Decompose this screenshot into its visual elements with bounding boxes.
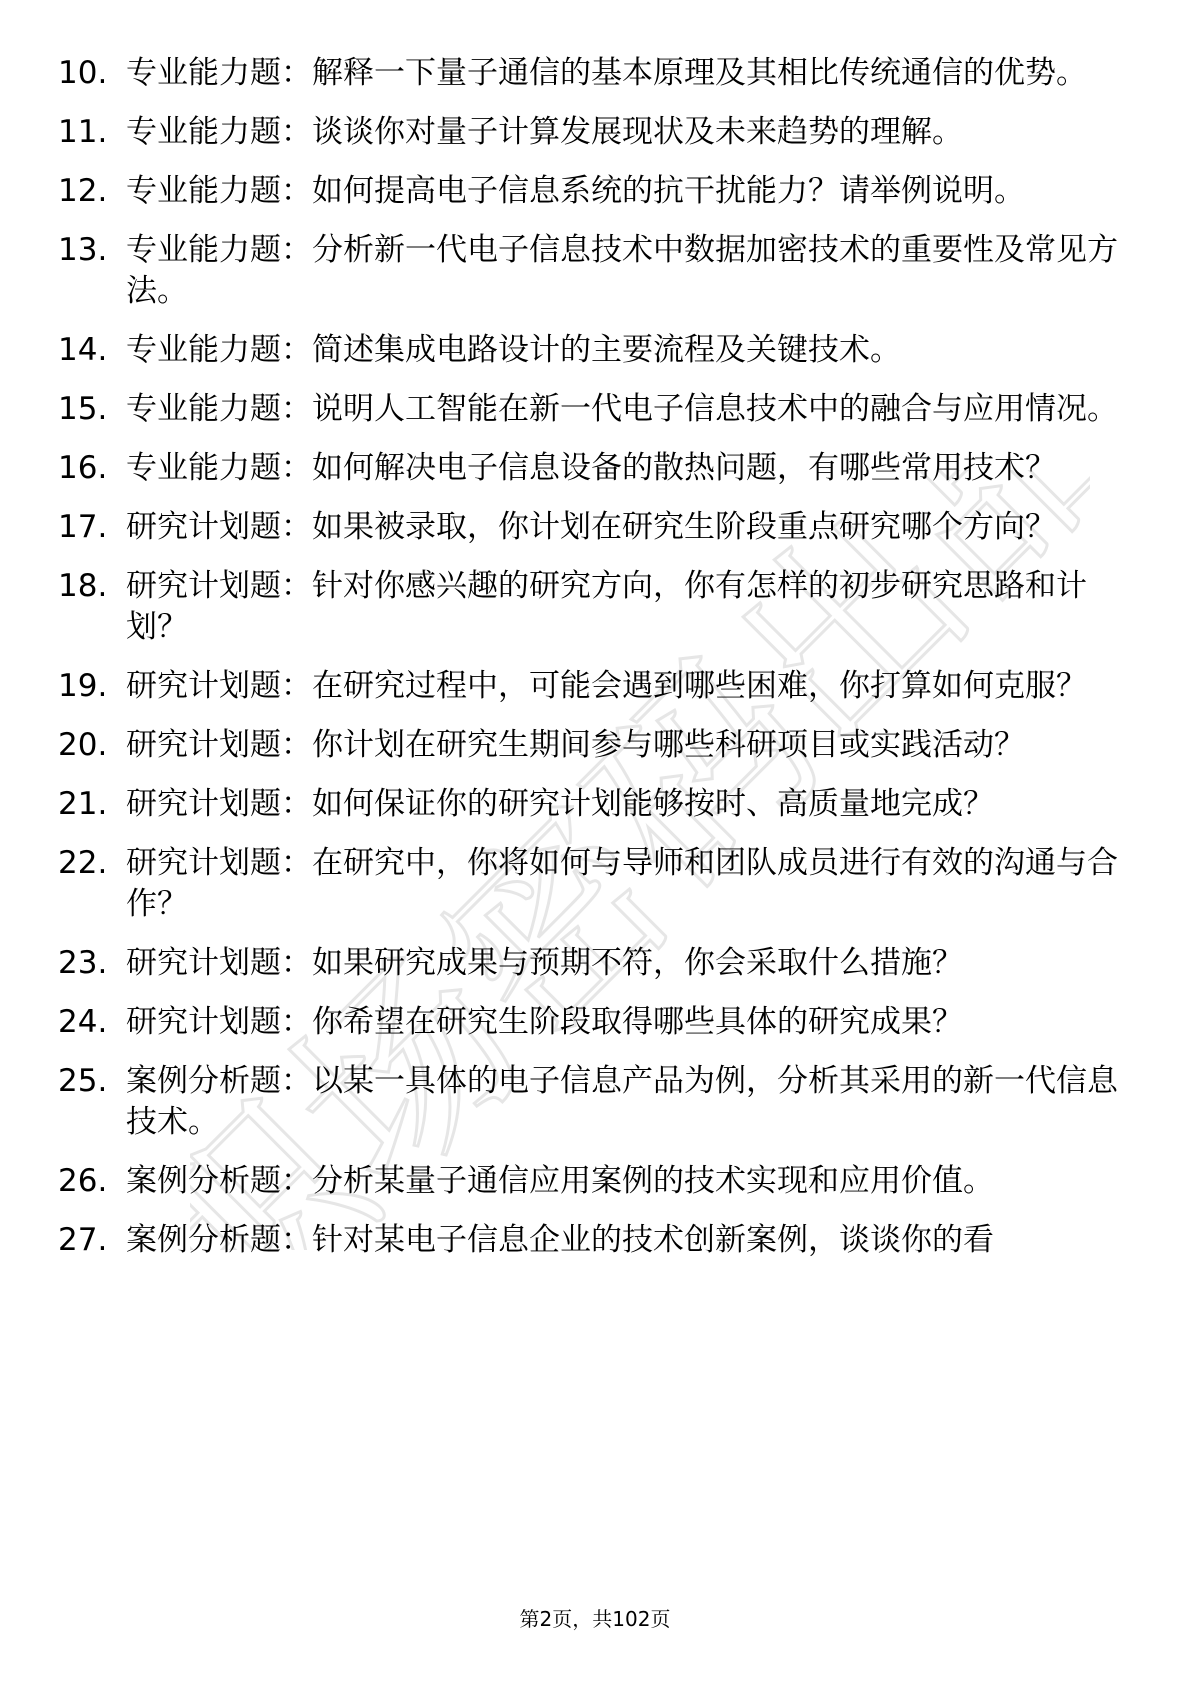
question-text: 专业能力题：如何解决电子信息设备的散热问题，有哪些常用技术？ [126, 450, 1056, 486]
question-text: 案例分析题：以某一具体的电子信息产品为例，分析其采用的新一代信息技术。 [126, 1063, 1118, 1140]
question-text: 研究计划题：如何保证你的研究计划能够按时、高质量地完成？ [126, 786, 994, 822]
question-number: 19. [58, 668, 108, 704]
question-text: 专业能力题：说明人工智能在新一代电子信息技术中的融合与应用情况。 [126, 391, 1118, 427]
question-number: 12. [58, 173, 108, 209]
question-item [0, 1161, 1190, 1202]
question-number: 25. [58, 1063, 108, 1099]
question-text: 案例分析题：针对某电子信息企业的技术创新案例，谈谈你的看 [126, 1222, 994, 1258]
page-number-label: 第2页，共102页 [519, 1607, 671, 1631]
question-text: 研究计划题：针对你感兴趣的研究方向，你有怎样的初步研究思路和计划？ [126, 568, 1087, 645]
question-item [0, 666, 1190, 707]
question-item [0, 53, 1190, 94]
question-number: 16. [58, 450, 108, 486]
question-number: 23. [58, 945, 108, 981]
question-text: 专业能力题：分析新一代电子信息技术中数据加密技术的重要性及常见方法。 [126, 232, 1118, 309]
question-number: 26. [58, 1163, 108, 1199]
question-text: 研究计划题：如果被录取，你计划在研究生阶段重点研究哪个方向？ [126, 509, 1056, 545]
question-item [0, 112, 1190, 153]
question-item [0, 1002, 1190, 1043]
question-text: 专业能力题：谈谈你对量子计算发展现状及未来趋势的理解。 [126, 114, 963, 150]
question-text: 研究计划题：你希望在研究生阶段取得哪些具体的研究成果？ [126, 1004, 963, 1040]
question-item [0, 330, 1190, 371]
question-text: 研究计划题：如果研究成果与预期不符，你会采取什么措施？ [126, 945, 963, 981]
question-number: 22. [58, 845, 108, 881]
question-item [0, 784, 1190, 825]
question-item [0, 725, 1190, 766]
question-text: 专业能力题：如何提高电子信息系统的抗干扰能力？请举例说明。 [126, 173, 1025, 209]
question-text: 专业能力题：解释一下量子通信的基本原理及其相比传统通信的优势。 [126, 55, 1087, 91]
question-text: 案例分析题：分析某量子通信应用案例的技术实现和应用价值。 [126, 1163, 994, 1199]
question-number: 15. [58, 391, 108, 427]
question-text: 研究计划题：你计划在研究生期间参与哪些科研项目或实践活动？ [126, 727, 1025, 763]
question-number: 18. [58, 568, 108, 604]
question-number: 27. [58, 1222, 108, 1258]
question-number: 20. [58, 727, 108, 763]
question-item [0, 943, 1190, 984]
question-item [0, 843, 1190, 925]
question-number: 14. [58, 332, 108, 368]
page-footer [0, 1604, 1190, 1634]
question-item [0, 1220, 1190, 1261]
question-number: 13. [58, 232, 108, 268]
watermark-text: 职场密码出品 [190, 470, 1090, 1250]
question-item [0, 171, 1190, 212]
question-number: 24. [58, 1004, 108, 1040]
question-text: 研究计划题：在研究过程中，可能会遇到哪些困难，你打算如何克服？ [126, 668, 1087, 704]
question-item [0, 1061, 1190, 1143]
question-item [0, 507, 1190, 548]
question-list [0, 53, 1190, 1279]
question-number: 17. [58, 509, 108, 545]
question-text: 专业能力题：简述集成电路设计的主要流程及关键技术。 [126, 332, 901, 368]
question-number: 10. [58, 55, 108, 91]
question-text: 研究计划题：在研究中，你将如何与导师和团队成员进行有效的沟通与合作？ [126, 845, 1118, 922]
question-item [0, 389, 1190, 430]
question-item [0, 230, 1190, 312]
question-item [0, 448, 1190, 489]
question-item [0, 566, 1190, 648]
question-number: 11. [58, 114, 108, 150]
question-number: 21. [58, 786, 108, 822]
